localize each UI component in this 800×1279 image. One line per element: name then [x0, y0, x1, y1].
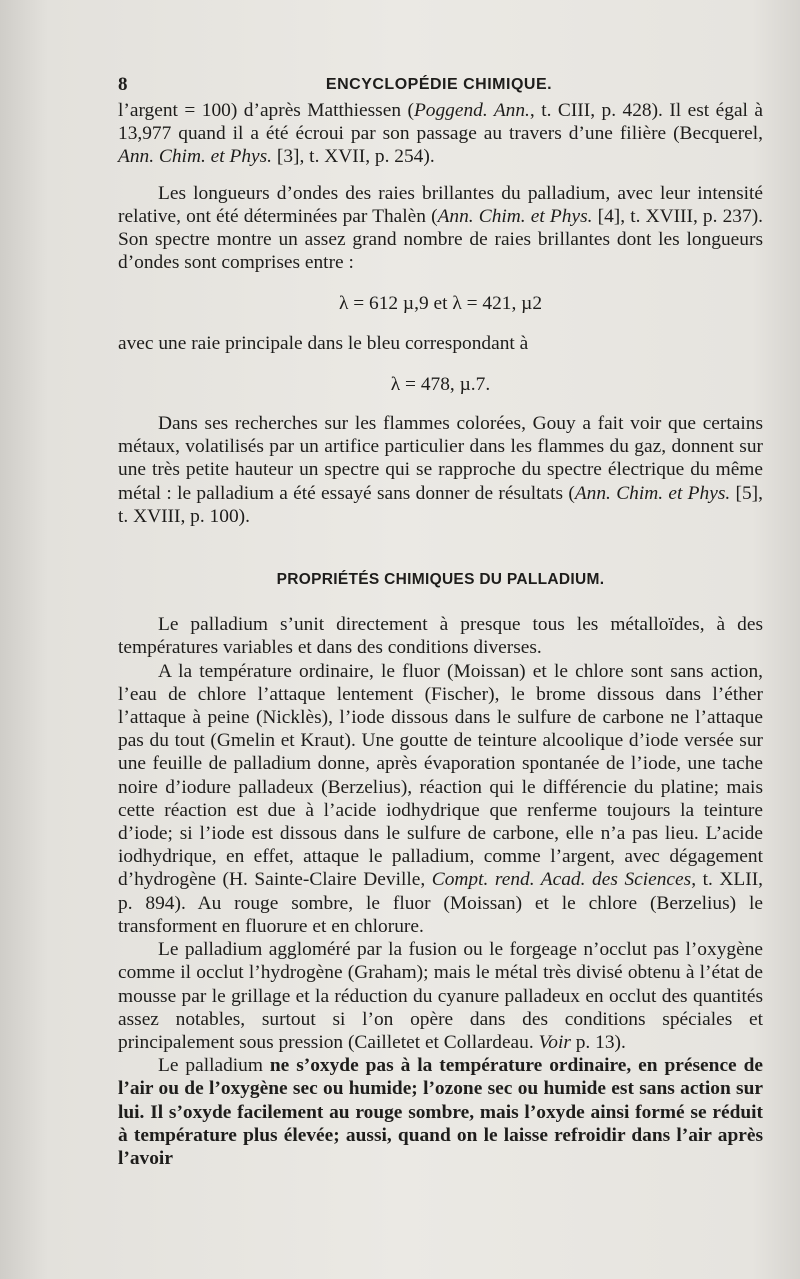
formula-principal-line: λ = 478, µ.7.	[390, 373, 491, 395]
running-header	[118, 74, 760, 98]
paragraph-conductivity: l’argent = 100) d’après Matthiessen (Poggend. Ann., t. CIII, p. 428). Il est égal à 13,977 quand il a été écroui par son passage au travers d’une filière (Becquerel, Ann. Chim. et Phys. [3], t. XVII, p. 254).	[118, 100, 764, 168]
citation: Poggend. Ann.	[413, 100, 530, 121]
paragraph-principal-line: avec une raie principale dans le bleu correspondant à	[118, 332, 529, 354]
citation: Ann. Chim. et Phys.	[437, 205, 593, 227]
formula-wavelength-range: λ = 612 µ,9 et λ = 421, µ2	[338, 293, 543, 315]
citation: Ann. Chim. et Phys.	[118, 146, 273, 168]
paragraph-oxygen-occlusion: Le palladium aggloméré par la fusion ou le forgeage n’occlut pas l’oxygène comme il occlut l’hydrogène (Graham); mais le métal très divisé obtenu à l’état de mousse par le grillage et la réduction du cyanure palladeux en occlut des quantités assez notables, surtout si l’on opère dans des conditions spéciales et principalement sous pression (Cailletet et Collardeau. Voir p. 13).	[118, 939, 763, 1053]
citation: Compt. rend. Acad. des Sciences	[431, 869, 692, 891]
section-heading: PROPRIÉTÉS CHIMIQUES DU PALLADIUM.	[276, 571, 605, 589]
paragraph-spectrum: Les longueurs d’ondes des raies brillantes du palladium, avec leur intensité relative, ont été déterminées par Thalèn (Ann. Chim. et Phys. [4], t. XVIII, p. 237). Son spectre montre un assez grand nombre de raies brillantes dont les longueurs d’ondes sont comprises entre :	[118, 182, 764, 274]
paragraph-halogens: A la température ordinaire, le fluor (Moissan) et le chlore sont sans action, l’eau de chlore l’attaque lentement (Fischer), le brome dissous dans l’éther l’attaque à peine (Nicklès), l’iode dissous dans le sulfure de carbone ne l’attaque pas du tout (Gmelin et Kraut). Une goutte de teinture alcoolique d’iode versée sur une feuille de palladium donne, après évaporation spontanée de l’iode, une tache noire d’iodure palladeux (Berzelius), réaction qui le différencie du platine; mais cette réaction est due à l’acide iodhydrique que renferme toujours la teinture d’iode; si l’iode est dissous dans le sulfure de carbone, elle n’a pas lieu. L’acide iodhydrique, en effet, attaque le palladium, comme l’argent, avec dégagement d’hydrogène (H. Sainte-Claire Deville, Compt. rend. Acad. des Sciences, t. XLII, p. 894). Au rouge sombre, le fluor (Moissan) et le chlore (Berzelius) le transforment en fluorure et en chlorure.	[118, 660, 764, 937]
body-text	[118, 99, 763, 1170]
running-title: ENCYCLOPÉDIE CHIMIQUE.	[325, 76, 553, 93]
page-number: 8	[118, 74, 128, 95]
paragraph-metalloids: Le palladium s’unit directement à presque tous les métalloïdes, à des températures variables et dans des conditions diverses.	[118, 614, 763, 659]
citation: Voir	[538, 1031, 571, 1053]
bold-passage: ne s’oxyde pas à la température ordinaire, en présence de l’air ou de l’oxygène sec ou humide; l’ozone sec ou humide est sans action sur lui. Il s’oxyde facilement au rouge sombre, mais l’oxyde ainsi formé se réduit à température plus élevée; aussi, quand on le laisse refroidir dans l’air après l’avoir	[118, 1055, 763, 1169]
paragraph-flames: Dans ses recherches sur les flammes colorées, Gouy a fait voir que certains métaux, volatilisés par un artifice particulier dans les flammes du gaz, donnent sur une très petite hauteur un spectre qui se rapproche du spectre électrique du même métal : le palladium a été essayé sans donner de résultats (Ann. Chim. et Phys. [5], t. XVIII, p. 100).	[118, 413, 763, 527]
paragraph-oxidation: Le palladium ne s’oxyde pas à la température ordinaire, en présence de l’air ou de l’oxygène sec ou humide; l’ozone sec ou humide est sans action sur lui. Il s’oxyde facilement au rouge sombre, mais l’oxyde ainsi formé se réduit à température plus élevée; aussi, quand on le laisse refroidir dans l’air après l’avoir	[118, 1055, 763, 1169]
citation: Ann. Chim. et Phys.	[574, 482, 731, 504]
